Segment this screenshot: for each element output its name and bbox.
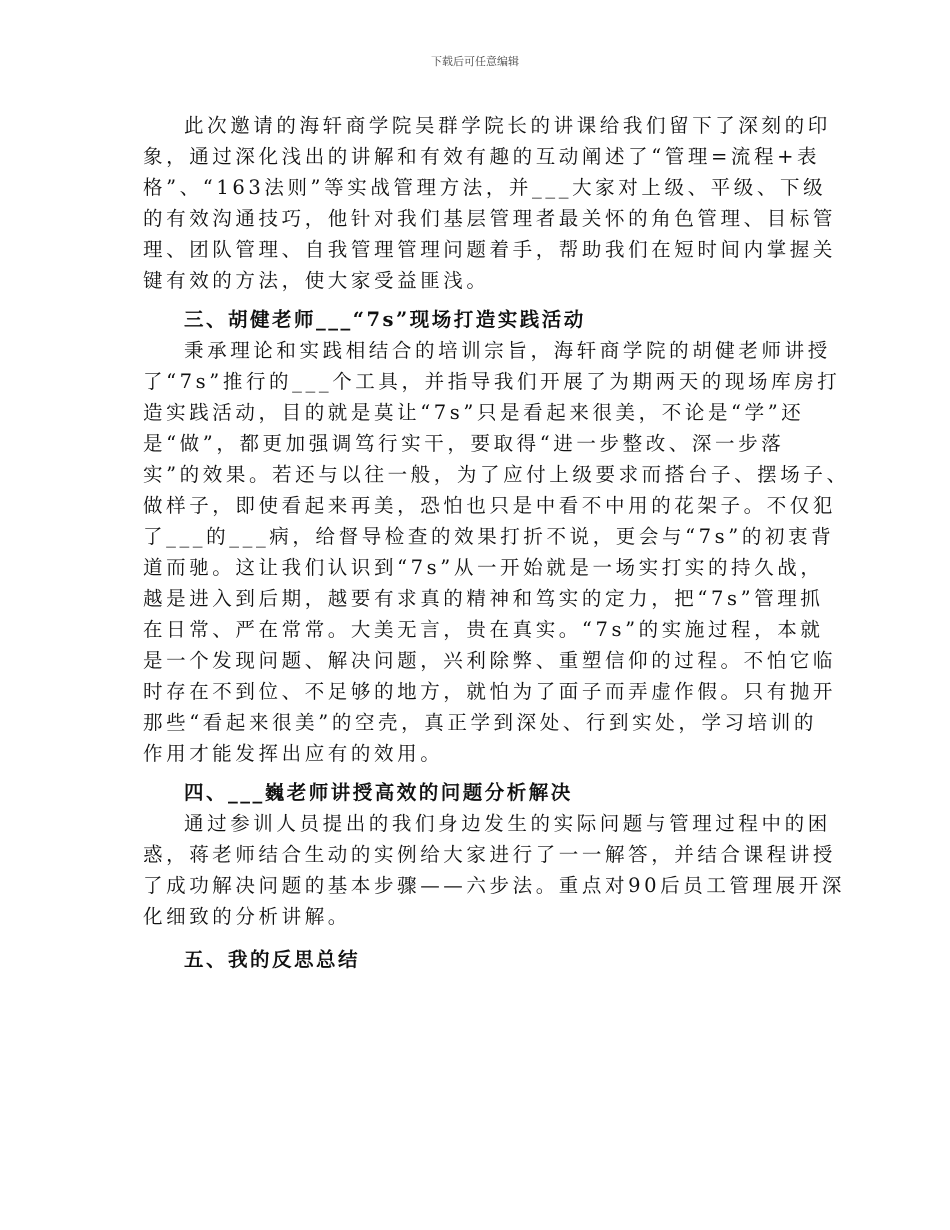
paragraph-line: 了成功解决问题的基本步骤——六步法。重点对90后员工管理展开深 [143,874,845,897]
paragraph-line: 键有效的方法，使大家受益匪浅。 [143,269,490,292]
paragraph-line: 的有效沟通技巧，他针对我们基层管理者最关怀的角色管理、目标管 [143,207,837,230]
paragraph-line: 理、团队管理、自我管理管理问题着手，帮助我们在短时间内掌握关 [143,238,837,261]
paragraph-line: 惑，蒋老师结合生动的实例给大家进行了一一解答，并结合课程讲授 [143,843,837,866]
section-heading: 五、我的反思总结 [184,948,361,971]
section-heading: 三、胡健老师___“7s”现场打造实践活动 [184,308,586,331]
paragraph-line: 时存在不到位、不足够的地方，就怕为了面子而弄虚作假。只有抛开 [143,680,837,703]
paragraph-line: 越是进入到后期，越要有求真的精神和笃实的定力，把“7s”管理抓 [143,587,824,610]
paragraph-line: 在日常、严在常常。大美无言，贵在真实。“7s”的实施过程，本就 [143,618,824,641]
paragraph-line: 实”的效果。若还与以往一般，为了应付上级要求而搭台子、摆场子、 [143,463,850,486]
paragraph-line: 是一个发现问题、解决问题，兴利除弊、重塑信仰的过程。不怕它临 [143,649,837,672]
paragraph-line: 那些“看起来很美”的空壳，真正学到深处、行到实处，学习培训的 [143,711,817,734]
paragraph-line: 作用才能发挥出应有的效用。 [143,742,444,765]
paragraph-line: 是“做”，都更加强调笃行实干，要取得“进一步整改、深一步落 [143,432,785,455]
paragraph-line: 道而驰。这让我们认识到“7s”从一开始就是一场实打实的持久战， [143,556,824,579]
paragraph-line: 化细致的分析讲解。 [143,905,351,928]
paragraph-line: 造实践活动，目的就是莫让“7s”只是看起来很美，不论是“学”还 [143,401,805,424]
paragraph-line: 象，通过深化浅出的讲解和有效有趣的互动阐述了“管理=流程+表 [143,145,821,168]
paragraph-line: 了___的___病，给督导检查的效果打折不说，更会与“7s”的初衷背 [143,525,835,548]
page-header: 下载后可任意编辑 [431,55,519,68]
paragraph-line: 做样子，即使看起来再美，恐怕也只是中看不中用的花架子。不仅犯 [143,494,837,517]
document-body [143,110,850,975]
section-heading: 四、___巍老师讲授高效的问题分析解决 [184,781,573,804]
paragraph-line: 秉承理论和实践相结合的培训宗旨，海轩商学院的胡健老师讲授 [184,339,831,362]
paragraph-line: 此次邀请的海轩商学院吴群学院长的讲课给我们留下了深刻的印 [184,114,831,137]
paragraph-line: 通过参训人员提出的我们身边发生的实际问题与管理过程中的困 [184,812,831,835]
paragraph-line: 了“7s”推行的___个工具，并指导我们开展了为期两天的现场库房打 [143,370,841,393]
paragraph-line: 格”、“163法则”等实战管理方法，并___大家对上级、平级、下级 [143,176,827,199]
